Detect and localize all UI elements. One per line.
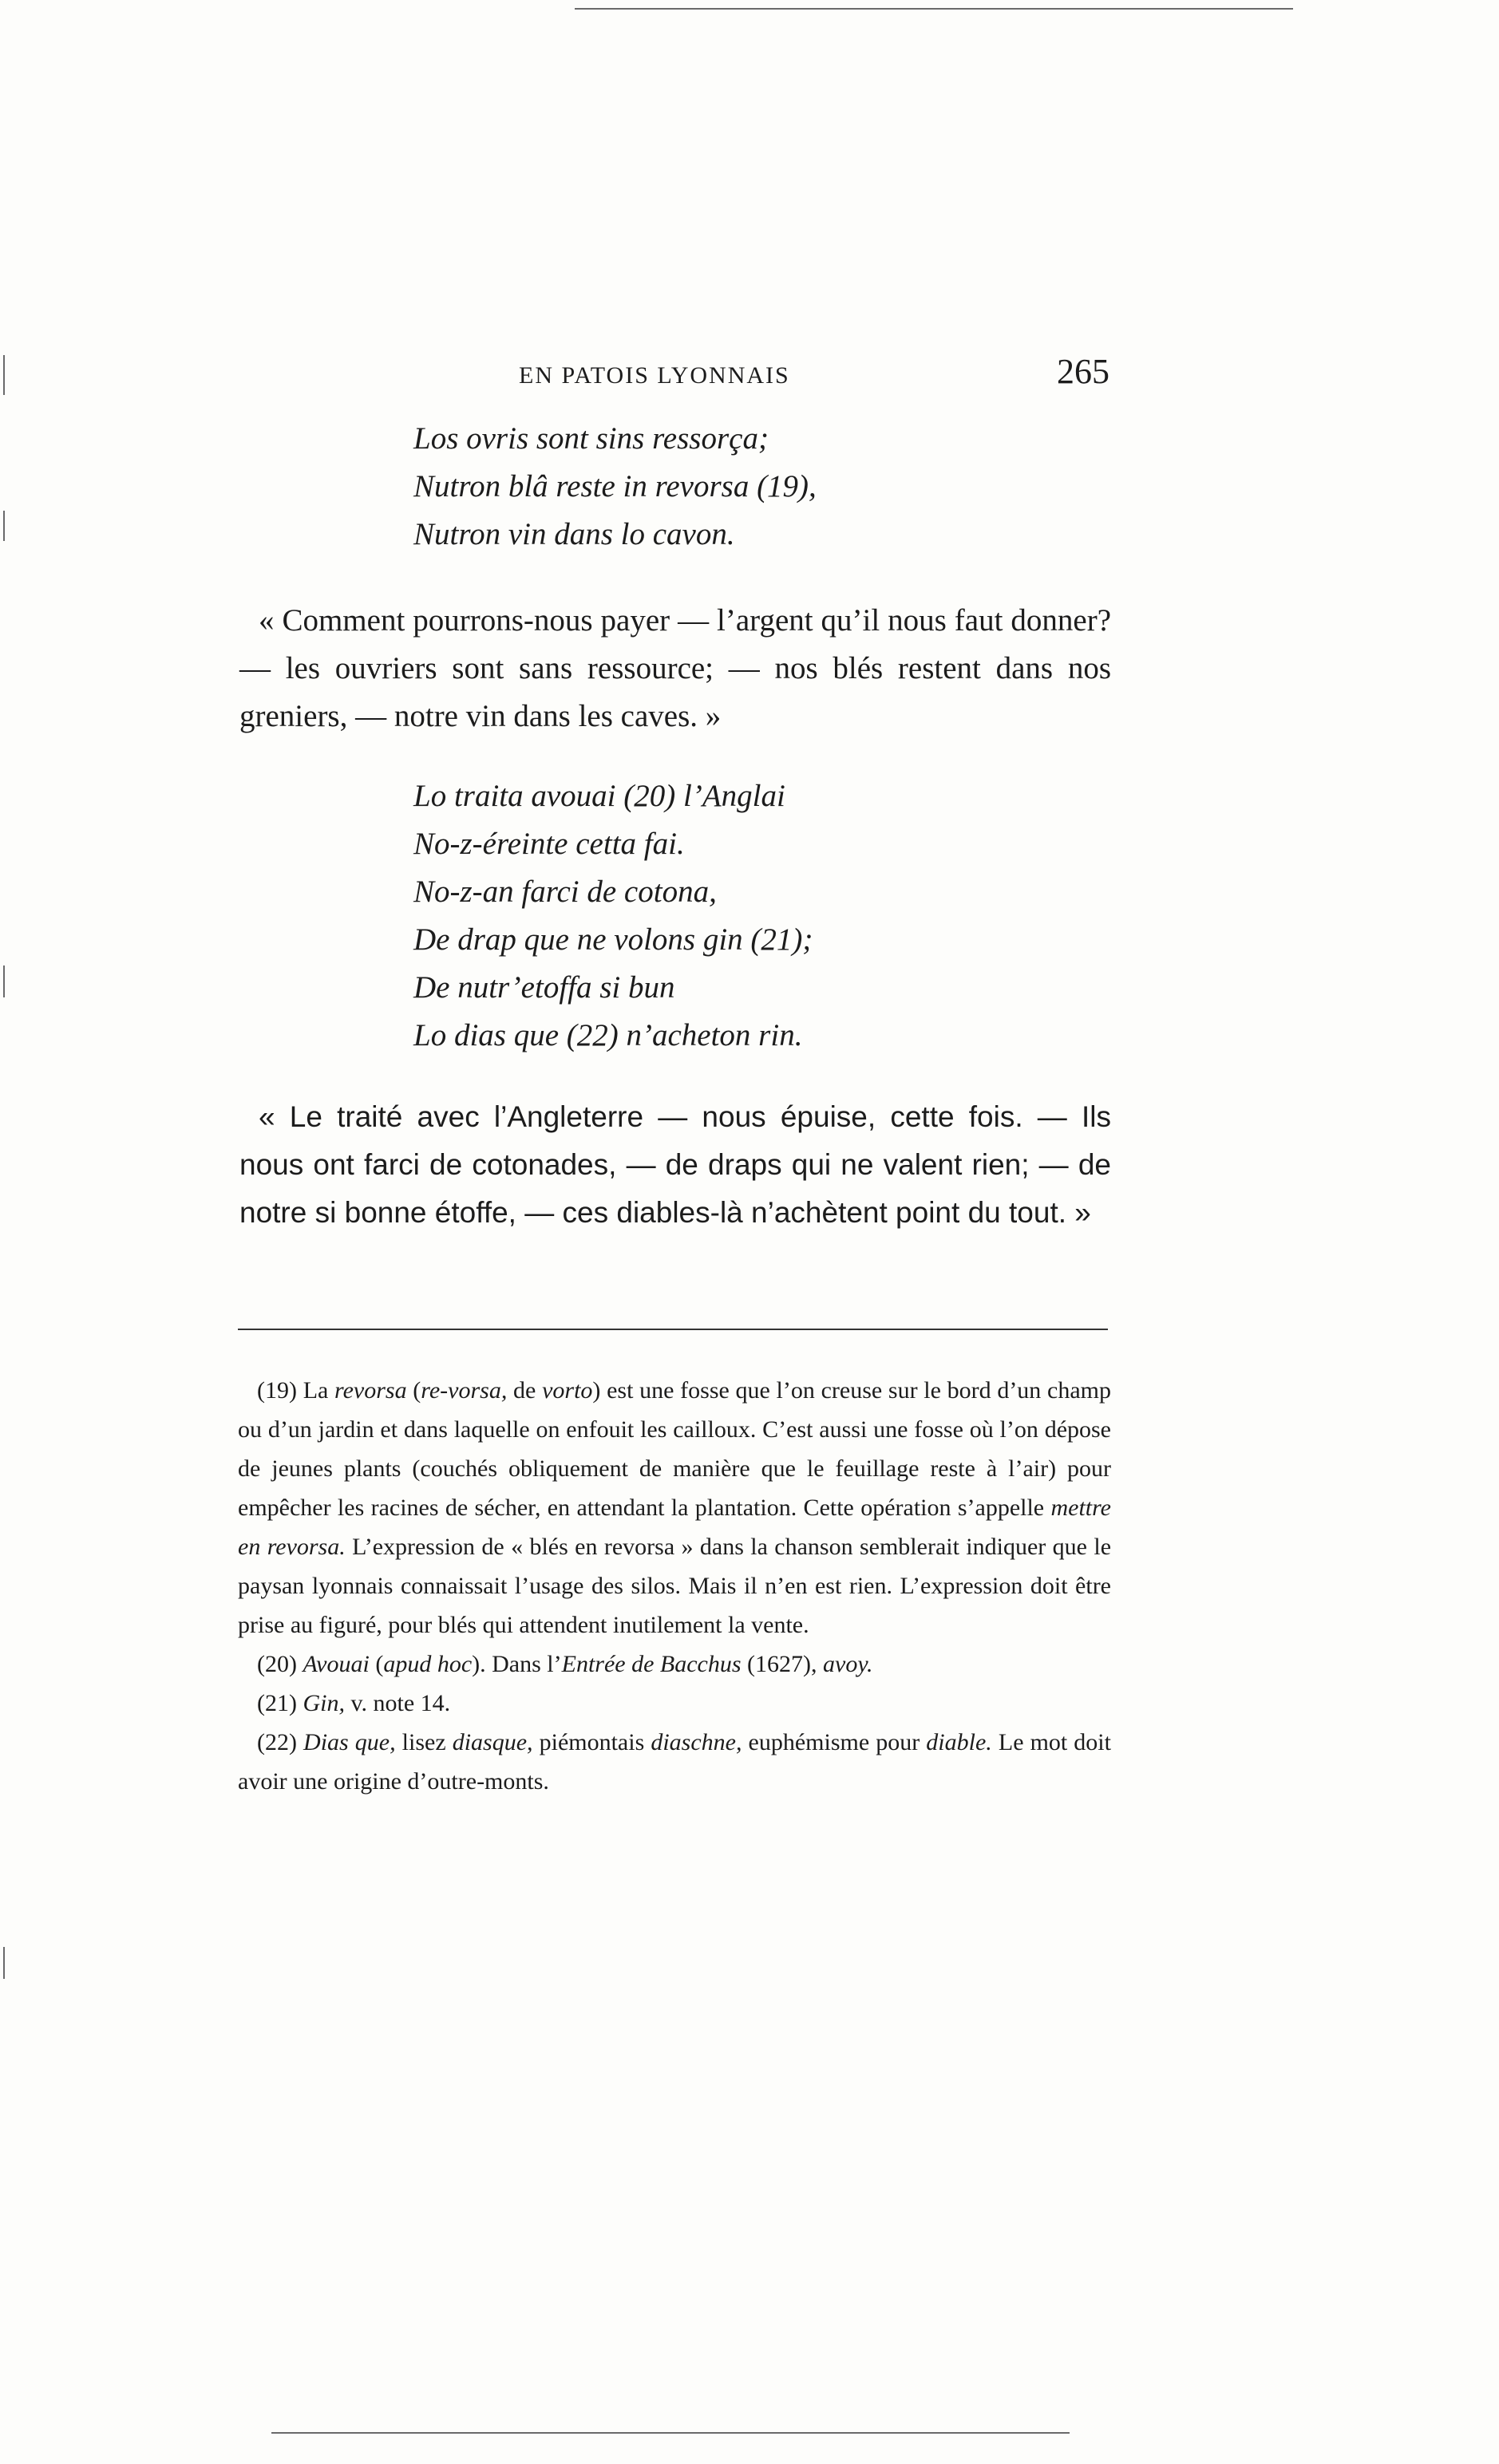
verse-line: No-z-an farci de cotona,	[413, 875, 717, 909]
verse-line: Nutron vin dans lo cavon.	[413, 517, 735, 551]
scan-edge-top	[575, 8, 1293, 10]
scan-edge-left-1	[3, 355, 5, 395]
verse-line: De drap que ne volons gin (21);	[413, 922, 813, 957]
verse-stanza-2	[413, 772, 813, 1060]
scan-edge-left-4	[3, 1947, 5, 1979]
scan-edge-bottom	[271, 2432, 1070, 2434]
footnote-20: (20) Avouai (apud hoc). Dans l’Entrée de Bacchus (1627), avoy.	[257, 1651, 873, 1677]
scan-edge-left-2	[3, 511, 5, 541]
footnote-rule	[238, 1329, 1108, 1330]
verse-line: Lo dias que (22) n’acheton rin.	[413, 1018, 803, 1052]
verse-stanza-1	[413, 415, 817, 559]
footnote-21: (21) Gin, v. note 14.	[257, 1690, 451, 1716]
verse-line: De nutr’etoffa si bun	[413, 970, 675, 1005]
verse-line: Los ovris sont sins ressorça;	[413, 421, 769, 456]
footnotes	[238, 1371, 1111, 1801]
footnote-19: (19) La revorsa (re-vorsa, de vorto) est une fosse que l’on creuse sur le bord d’un champ ou d’un jardin et dans laquelle on enfouit les cailloux. C’est aussi une fosse où l’on dépose de jeunes plants (couchés obliquement de manière que le feuillage reste à l’air) pour empêcher les racines de sécher, en attendant la plantation. Cette opération s’appelle mettre en revorsa. L’expression de « blés en revorsa » dans la chanson semblerait indiquer que le paysan lyonnais connaissait l’usage des silos. Mais il n’en est rien. L’expression doit être prise au figuré, pour blés qui attendent inutilement la vente.	[238, 1377, 1112, 1638]
page-number: 265	[1057, 352, 1109, 391]
scan-edge-left-3	[3, 965, 5, 997]
running-head: EN PATOIS LYONNAIS	[519, 362, 790, 389]
verse-line: Nutron blâ reste in revorsa (19),	[413, 469, 817, 503]
page-header	[239, 352, 1109, 405]
verse-line: Lo traita avouai (20) l’Anglai	[413, 779, 785, 813]
prose-translation-1: « Comment pourrons-nous payer — l’argent qu’il nous faut donner? — les ouvriers sont sans ressource; — nos blés restent dans nos greniers, — notre vin dans les caves. »	[239, 603, 1111, 733]
prose-translation-2: « Le traité avec l’Angleterre — nous épuise, cette fois. — Ils nous ont farci de cotonades, — de draps qui ne valent rien; — de notre si bonne étoffe, — ces diables-là n’achètent point du tout. »	[239, 1100, 1111, 1229]
verse-line: No-z-éreinte cetta fai.	[413, 827, 685, 861]
footnote-22: (22) Dias que, lisez diasque, piémontais diaschne, euphémisme pour diable. Le mot doit avoir une origine d’outre-monts.	[238, 1729, 1111, 1795]
